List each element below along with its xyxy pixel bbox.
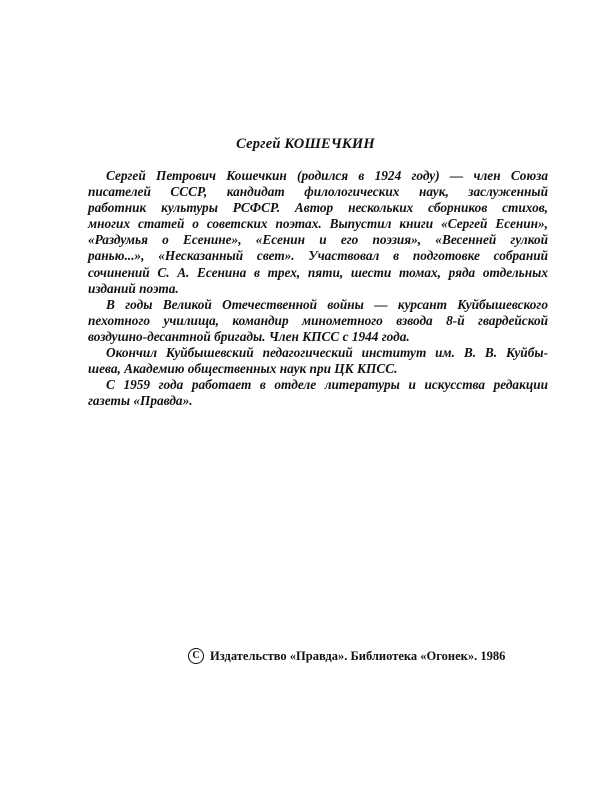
bio-line: В годы Великой Отечественной войны — курсант Куйбышевского bbox=[106, 296, 548, 312]
bio-line: Окончил Куйбышевский педагогический институт им. В. В. Куйбы- bbox=[106, 345, 548, 361]
bio-line: писателей СССР, кандидат филологических наук, заслуженный bbox=[88, 184, 548, 200]
author-heading: Сергей КОШЕЧКИН bbox=[236, 136, 375, 152]
bio-line: многих статей о советских поэтах. Выпустил книги «Сергей Есенин», bbox=[88, 216, 548, 232]
copyright-text: Издательство «Правда». Библиотека «Огонек». 1986 bbox=[210, 648, 506, 663]
bio-line: С 1959 года работает в отделе литературы и искусства редакции bbox=[106, 377, 548, 393]
bio-line: пехотного училища, командир минометного взвода 8-й гвардейской bbox=[88, 312, 548, 328]
bio-line: ранью...», «Несказанный свет». Участвовал в подготовке собраний bbox=[88, 248, 548, 264]
bio-line: сочинений С. А. Есенина в трех, пяти, шести томах, ряда отдельных bbox=[88, 264, 548, 280]
bio-line: изданий поэта. bbox=[88, 280, 179, 296]
bio-line: работник культуры РСФСР. Автор нескольких сборников стихов, bbox=[88, 200, 548, 216]
copyright-notice bbox=[188, 648, 550, 664]
copyright-icon: C bbox=[188, 648, 204, 664]
bio-line: воздушно-десантной бригады. Член КПСС с 1944 года. bbox=[88, 328, 410, 344]
bio-line: газеты «Правда». bbox=[88, 393, 193, 409]
bio-line: Сергей Петрович Кошечкин (родился в 1924 году) — член Союза bbox=[106, 168, 548, 183]
author-biography bbox=[88, 168, 548, 409]
bio-line: «Раздумья о Есенине», «Есенин и его поэзия», «Весенней гулкой bbox=[88, 232, 548, 248]
bio-line: шева, Академию общественных наук при ЦК КПСС. bbox=[88, 361, 398, 377]
